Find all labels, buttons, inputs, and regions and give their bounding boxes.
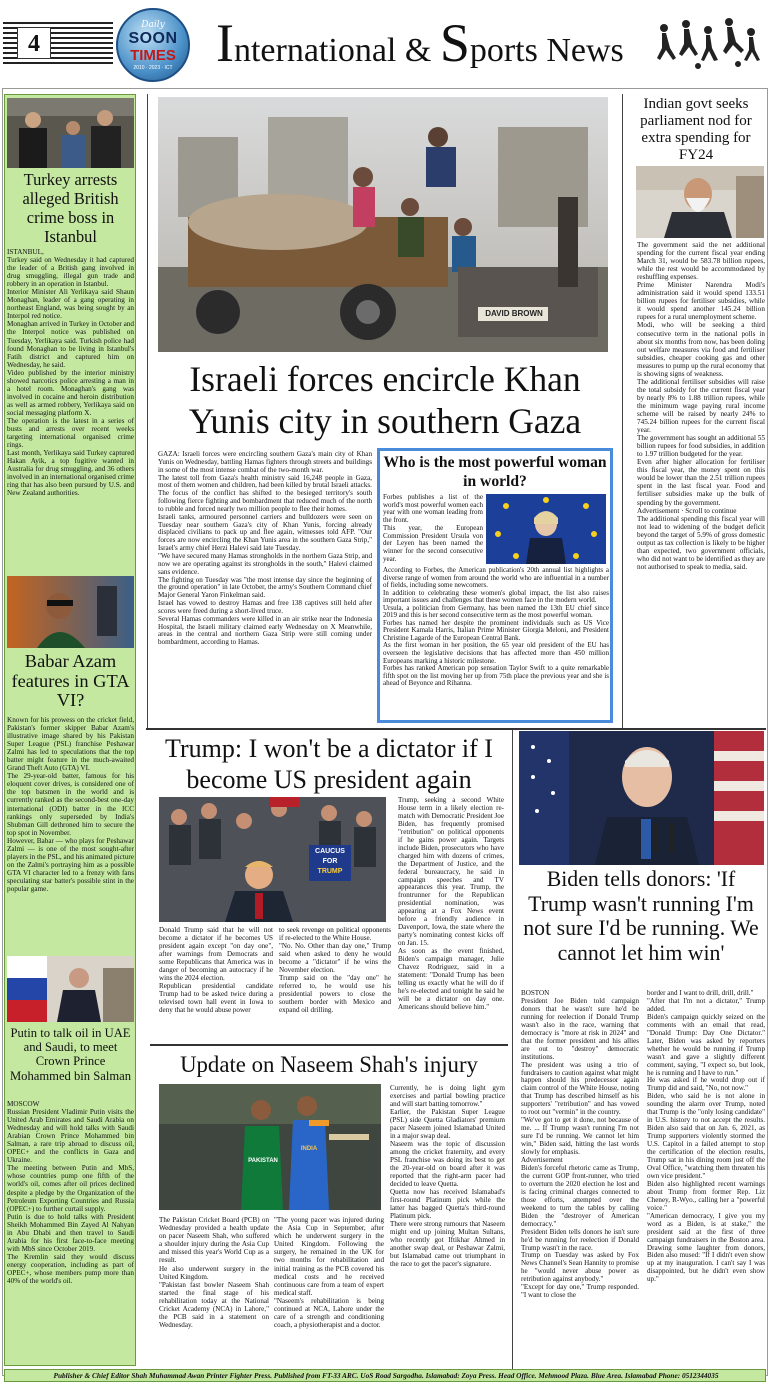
naseem-headline: Update on Naseem Shah's injury — [180, 1052, 478, 1077]
putin-body: MOSCOW Russian President Vladimir Putin visits the United Arab Emirates and Saudi Arabia on Wednesday and will hold talks with Saudi Arabian Crown Prince Mohammed bin Salman, a rare trip abroad to discuss oil, OPEC+ and the conflicts in Gaza and Ukraine. The meeting between Putin and MbS, whose countries pump one fifth of the world's oil, comes after oil prices declined despite a pledge by the Organization of the Petroleum Exporting Countries and Russia (OPEC+) to further curtail supply. Putin is due to hold talks with President Sheikh Mohammed Bin Zayed Al Nahyan in Abu Dhabi and then travel to Saudi Arabia for his first face-to-face meeting with MbS since October 2019. The Kremlin said they would discuss energy cooperation, including as part of OPEC+, whose members pump more than 40% of the world's oil. — [7, 1100, 134, 1286]
gaza-photo — [158, 97, 608, 352]
logo-main-text: SOON — [128, 30, 178, 47]
trump-photo — [159, 797, 386, 922]
logo-top-text: Daily — [141, 20, 165, 30]
section-title-rest: ports News — [469, 32, 624, 69]
section-title-middle: nternational & — [233, 32, 440, 69]
trump-body-right: Trump, seeking a second White House term in a likely election re-match with Democratic President Joe Biden, has frequently promised "retribution" on political opponents if he gains power again. Targets include Biden, prosecutors who have charged him with dozens of crimes, the Department of Justice, and the federal bureaucracy, he said in campaign speeches and TV appearances this year. Trump, the frontrunner for the Republican presidential nomination, was appearing at a Fox News event before a friendly audience in Davenport, Iowa, the state where the party's nominating contest kicks off on Jan. 15. As soon as the event finished, Biden's campaign manager, Julie Chavez Rodriguez, said in a statement: "Donald Trump has been telling us exactly what he will do if he's re-elected and tonight he said he will be a dictator on day one. Americans should believe him." — [398, 797, 504, 1011]
turkey-photo — [7, 98, 134, 168]
sign-line-2: FOR — [322, 858, 338, 865]
sign-line-3: TRUMP — [317, 868, 343, 875]
babar-body: Known for his prowess on the cricket field, Pakistan's former skipper Babar Azam's illustrative image shared by his Pakistan Super League (PSL) franchise Peshawar Zalmi has led to speculations that the top batter might feature in the much-awaited Grand Theft Auto (GTA) VI. The 29-year-old batter, famous for his eloquent cover drives, is considered one of the top batsmen in the world and is currently ranked as the second-best one-day international (ODI) batter in the ICC rankings only superseded by India's Shubman Gill dethroned him to secure the top spot in November. However, Babar — who plays for Peshawar Zalmi — is one of the most sought-after players in the PSL, and his animated picture on the Zalmi's portraying him as a possible GTA VI character led to a frenzy with fans speculating star batter's possible stint in the popular game. — [7, 716, 134, 893]
modi-photo — [636, 166, 764, 238]
gaza-headline: Israeli forces encircle Khan Yunis city in southern Gaza — [188, 359, 582, 441]
section-title-initial: I — [216, 13, 234, 73]
naseem-jersey-pakistan: PAKISTAN — [248, 1158, 278, 1164]
logo-main-text-2: TIMES — [130, 47, 176, 64]
section-title — [216, 8, 636, 78]
column-rule — [147, 94, 148, 728]
turkey-body: ISTANBUL, Turkey said on Wednesday it had captured the leader of a British gang involved in drug smuggling, illegal gun trade and robbery in an operation in Istanbul. Interior Minister Ali Yerlikaya said Shaun Monaghan, leader of a gang operating in northeast England, was being sought by an Interpol red notice. Monaghan arrived in Turkey in October and the Interpol notice was published on Tuesday, Yerlikaya said. Turkish police had found Monaghan to be living in Istanbul's Fatih district and captured him on Wednesday, he said. Video published by the interior ministry showed narcotics police arresting a man in a hotel room. Monaghan's gang was involved in cocaine and heroin distribution as well as armed robbery, Yerlikaya said on social messaging platform X. The operation is the latest in a series of busts and arrests over recent weeks targeting international organised crime rings. Last month, Yerlikaya said Turkey captured Hakan Ayik, a top fugitive wanted in Australia for drug smuggling, and 36 others involved in an international organised crime ring that has also been pursued by U.S. and New Zealand authorities. — [7, 248, 134, 498]
naseem-body-middle: "The young pacer was injured during the Asia Cup in September, after which he underwent surgery in the United Kingdom. Following the surgery, he remained in the UK for two months for rehabilitation and initial training as the PCB covered his medical costs and he received continuous care from a team of expert medical staff. "Naseem's rehabilitation is being continued at NCA, Lahore under the care of a strength and conditioning coach, a physiotherapist and a doctor. — [274, 1216, 384, 1330]
forbes-body-top: Forbes publishes a list of the world's most powerful women each year with one woman leading from the front. This year, the European Commission President Ursula von der Leyen has been named the winner for the second consecutive year. — [383, 494, 483, 563]
von-der-leyen-photo — [486, 494, 606, 564]
sign-line-1: CAUCUS — [315, 848, 345, 855]
trump-body-left: Donald Trump said that he will not become a dictator if he becomes US president again except "on day one", after warnings from Democrats and some Republicans that America was in danger of becoming an autocracy if he wins the 2024 election. Republican presidential candidate Trump had to be asked twice during a televised town hall event in Iowa to deny that he would abuse power — [159, 926, 273, 1014]
putin-photo — [7, 956, 134, 1022]
column-rule — [622, 94, 623, 728]
babar-photo — [7, 576, 134, 648]
masthead — [0, 0, 770, 88]
sports-silhouettes-icon — [652, 14, 764, 76]
putin-headline: Putin to talk oil in UAE and Saudi, to meet Crown Prince Mohammed bin Salman — [9, 1026, 132, 1083]
trump-headline: Trump: I won't be a dictator if I become US president again — [165, 734, 493, 794]
logo-sub-text: 2010 · 2023 · ICT — [133, 65, 173, 71]
soon-times-logo — [116, 8, 190, 82]
trump-photo-sign — [310, 847, 350, 879]
footer-text: Publisher & Chief Editor Shah Muhammad Awan Printer Fighter Press. Published from FT-33 ARC. UoS Road Sargodha. Islamabad: Zoya Press. Head Office. Mehmood Plaza. Blue Area. Islamabad Phone: 0512344035 — [53, 1371, 719, 1380]
naseem-body-left: The Pakistan Cricket Board (PCB) on Wednesday provided a health update on pacer Naseem Shah, who suffered a shoulder injury during the Asia Cup and missed this year's World Cup as a result. He also underwent surgery in the United Kingdom. "Pakistan fast bowler Naseem Shah started the final stage of his rehabilitation today at the National Cricket Academy (NCA) in Lahore," the PCB said in a statement on Wednesday. — [159, 1216, 269, 1330]
section-divider — [146, 728, 766, 730]
page-number: 4 — [17, 27, 51, 59]
naseem-jersey-india: INDIA — [300, 1146, 318, 1152]
trump-body-middle: to seek revenge on political opponents if re-elected to the White House. "No. No. Other than day one," Trump said when asked to deny he would become a "dictator" if he wins the November election. Trump said on the "day one" he referred to, he would use his presidential powers to close the southern border with Mexico and expand oil drilling. — [279, 926, 391, 1014]
biden-body-right: border and I want to drill, drill, drill." "After that I'm not a dictator," Trump added. Biden's campaign quickly seized on the comments with an email that read, "Donald Trump: Day One Dictator." Later, Biden was asked by reporters whether he would be running if Trump wasn't and gave a slightly different comment, saying, "I expect so, but look, he is running and I have to run." He was asked if he would drop out if Trump did and said, "No, not now." Biden, who said he is not alone in sounding the alarm over Trump, noted that Trump is the "only losing candidate" in U.S. history to not accept the results. Biden also said that on Jan. 6, 2021, as Trump supporters violently stormed the U.S. Capitol in a failed attempt to stop the certification of the election results, Trump sat in his dining room just off the Oval Office, "watching them threaten his own vice president." Biden also highlighted recent warnings about Trump from former Rep. Liz Cheney, R-Wyo., calling her a "powerful voice." "American democracy, I give you my word as a Biden, is at stake," the president said at the first of three campaign fundraisers in the Boston area. Drawing some laughter from donors, Biden also mused: "If I didn't even show up at my inauguration. I can't say I was disappointed, but he didn't even show up." — [647, 990, 765, 1284]
forbes-headline: Who is the most powerful woman in world? — [383, 454, 607, 490]
naseem-photo — [159, 1084, 381, 1210]
column-rule — [512, 730, 513, 1370]
babar-headline: Babar Azam features in GTA VI? — [11, 652, 130, 710]
india-body: The government said the net additional spending for the current fiscal year ending March 31, would be 583.78 billion rupees, while the rest would be accommodated by reshuffling expenses. Prime Minister Narendra Modi's administration said it would spend 133.51 billion rupees for fertiliser subsidies, while it would spend another 145.24 billion rupees for a rural unemployment scheme. Modi, who will be seeking a third consecutive term in the national polls in about six months from now, has been doling out welfare measures via food and fertiliser subsidies, cheaper cooking gas and other measures to pump up the rural economy that is showing signs of weakness. The additional fertiliser subsidies will raise the total subsidy for the current fiscal year by nearly 8% to 1.88 trillion rupees, while the minimum wage paying rural income scheme will be raised by nearly 24% to 745.24 billion rupees for the current fiscal year. The government has sought an additional 55 billion rupees for food subsidies, in addition to 1.97 trillion budgeted for the year. Even after higher allocation for fertiliser this fiscal year, the money spent on this would be lower than the 2.51 trillion rupees spent in the last fiscal year. Food and fertiliser subsidies make up the bulk of spending by the government. Advertisement · Scroll to continue The additional spending this fiscal year will not lead to widening of the budget deficit beyond the target of 5.9% of gross domestic output as tax collection is likely to be higher than expected, two government officials, who did not want to be identified as they are not authorised to speak to media, said. — [637, 241, 765, 571]
gaza-body: GAZA: Israeli forces were encircling southern Gaza's main city of Khan Yunis on Wednesday, battling Hamas fighters through streets and buildings in some of the most intense combat of the two-month war. The latest toll from Gaza's health ministry said 16,248 people in Gaza, most of them women and children, had been killed by brutal Israeli attacks. The focus of the conflict has shifted to the besieged territory's south following fierce fighting and bombardment that reduced much of the north to rubble and forced nearly two million people to flee their homes. Israeli tanks, armoured personnel carriers and bulldozers were seen on Tuesday near southern Gaza's city of Khan Yunis, forcing already displaced civilians to pack up and flee again, witnesses told AFP. "Our forces are now encircling the Khan Yunis area in the southern Gaza Strip," Israel's army chief Herzi Halevi said late Tuesday. "We have secured many Hamas strongholds in the northern Gaza Strip, and now we are operating against its strongholds in the south," Halevi claimed sans evidence. The fighting on Tuesday was "the most intense day since the beginning of the ground operation" in late October, the army's Southern Command chief Major General Yaron Finkelman said. Israel has vowed to destroy Hamas and free 138 captives still held after scores were freed during a short-lived truce. Several Hamas commanders were killed in an air strike near the Indonesia Hospital, the Israeli military claimed early Wednesday on X Meanwhile, areas in the central and northern Gaza Strip were still coming under bombardment, according to Hamas. — [158, 451, 372, 647]
biden-body-left: BOSTON President Joe Biden told campaign donors that he wasn't sure he'd be running for reelection if Donald Trump wasn't also in the race, warning that democracy is "more at risk in 2024" and that the former president and his allies are out to "destroy" democratic institutions. The president was using a trio of fundraisers to caution against what might happen should his predecessor again claim control of the White House, noting that Trump has described himself as his supporters' "retribution" and has vowed to root out "vermin" in the country. "We've got to get it done, not because of me. ... If Trump wasn't running I'm not sure I'd be running. We cannot let him win," Biden said, hitting the last words slowly for emphasis. Advertisement Biden's forceful rhetoric came as Trump, the current GOP front-runner, who tried to overturn the 2020 election he lost and is facing criminal charges connected to those efforts, attempted over the weekend to turn the tables by calling Biden the "destroyer of American democracy." President Biden tells donors he isn't sure he'd be running for reelection if Donald Trump wasn't in the race. Trump on Tuesday was asked by Fox News Channel's Sean Hannity to promise he "would never abuse power as retribution against anybody." "Except for day one," Trump responded. "I want to close the — [521, 990, 639, 1300]
naseem-body-right: Currently, he is doing light gym exercises and partial bowling practice and will start batting tomorrow." Earlier, the Pakistan Super League (PSL) side Quetta Gladiators' premium pacer Naseem joined Islamabad United in a major swap deal. Naseem was the topic of discussion among the cricket fraternity, and every PSL franchise was doing its best to get the 20-year-old on board after it was reported that the right-arm pacer had decided to leave Quetta. Quetta now has received Islamabad's first-round Platinum pick while the latter has bagged Quetta's third-round Platinum pick. There were strong rumours that Naseem might end up joining Multan Sultans, who recently got Iftikhar Ahmed in another swap deal, or Peshawar Zalmi, but Islamabad came out triumphant in the race to get the pacer's signature. — [390, 1084, 505, 1268]
biden-photo — [519, 731, 764, 865]
gaza-photo-tractor-label: DAVID BROWN — [485, 309, 543, 318]
forbes-body: According to Forbes, the American publication's 20th annual list highlights a diverse range of women from around the world who are influential in a number of fields, including some newcomers. In addition to celebrating these women's global impact, the list also raises important issues and challenges that these women face in the modern world. Ursula, a politician from Germany, has been named the 13th EU chief since 2019 and this is her second consecutive term as the most powerful woman. Forbes has named her despite the prominent individuals such as US Vice President Kamala Harris, Italian Prime Minister Giorgia Meloni, and President Christine Lagarde of the European Central Bank. As the first woman in her position, the 65 year old president of the EU has overseen the legislative decisions that has affected more than 450 million Europeans marking a historic milestone. Forbes has ranked American pop sensation Taylor Swift to a quite remarkable fifth spot on the list moving her up from 75th place the previous year and she is ahead of Beyonce and Rihanna. — [383, 567, 609, 688]
section-title-s: S — [439, 13, 470, 73]
section-divider — [150, 1044, 508, 1046]
biden-headline: Biden tells donors: 'If Trump wasn't running I'm not sure I'd be running. We cannot let him win' — [523, 867, 759, 965]
india-headline: Indian govt seeks parliament nod for extra spending for FY24 — [640, 96, 752, 163]
turkey-headline: Turkey arrests alleged British crime boss in Istanbul — [22, 170, 119, 246]
